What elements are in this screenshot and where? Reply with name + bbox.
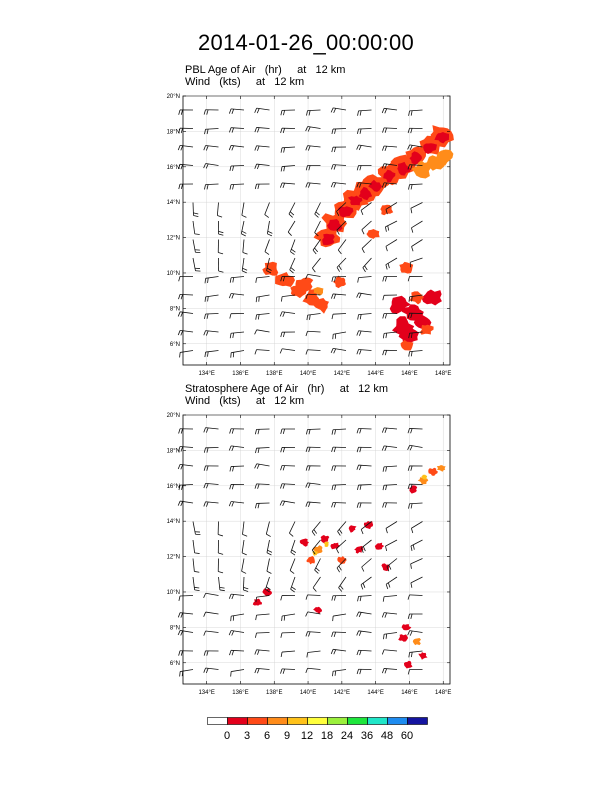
lat-tick-label: 20°N — [166, 413, 180, 419]
lat-tick-label: 16°N — [166, 164, 180, 171]
lon-tick-label: 142°E — [333, 690, 351, 696]
lat-tick-label: 8°N — [169, 306, 180, 313]
colorbar-label: 6 — [263, 730, 271, 742]
colorbar-swatch — [288, 718, 308, 725]
colorbar-label: 12 — [300, 730, 314, 742]
panel1-at: at — [297, 64, 307, 76]
panel2-wind-level: 12 km — [274, 395, 305, 407]
colorbar-swatch — [248, 718, 268, 725]
panel2-wind-at: at — [255, 395, 266, 407]
colorbar-swatch — [208, 718, 228, 725]
colorbar-swatch — [368, 718, 388, 725]
colorbar-label: 24 — [340, 730, 354, 742]
lat-tick-label: 12°N — [166, 235, 180, 242]
panel1-wind-var: Wind — [185, 76, 211, 88]
lon-tick-label: 138°E — [266, 371, 283, 377]
colorbar-label: 9 — [283, 730, 291, 742]
stratosphere-map — [167, 413, 452, 696]
main-title: 2014-01-26_00:00:00 — [197, 30, 415, 55]
panel1-level: 12 km — [315, 64, 346, 76]
colorbar-swatch — [268, 718, 288, 725]
colorbar-label: 36 — [360, 730, 374, 742]
colorbar-swatch — [328, 718, 348, 725]
lon-tick-label: 138°E — [266, 690, 283, 696]
lat-tick-label: 18°N — [166, 129, 180, 136]
panel1-wind-level: 12 km — [274, 76, 305, 88]
colorbar — [207, 717, 431, 726]
panel1-wind-units: (kts) — [219, 76, 241, 88]
lon-tick-label: 146°E — [401, 371, 418, 377]
panel1-wind-at: at — [255, 76, 266, 88]
panel2-wind-units: (kts) — [219, 395, 241, 407]
lon-tick-label: 136°E — [232, 690, 249, 696]
panel2-units: (hr) — [307, 383, 325, 395]
lon-tick-label: 144°E — [367, 371, 384, 377]
colorbar-swatch — [228, 718, 248, 725]
panel1-var: PBL Age of Air — [185, 64, 256, 76]
lat-tick-label: 6°N — [169, 660, 180, 667]
pbl-map — [167, 94, 454, 377]
lat-tick-label: 18°N — [166, 448, 180, 455]
lon-tick-label: 140°E — [299, 690, 317, 696]
panel2-level: 12 km — [358, 383, 389, 395]
colorbar-label: 0 — [223, 730, 231, 742]
panel2-wind-var: Wind — [185, 395, 211, 407]
colorbar-label: 18 — [320, 730, 334, 742]
panel1-units: (hr) — [264, 64, 282, 76]
lon-tick-label: 142°E — [333, 371, 351, 377]
colorbar-label: 48 — [380, 730, 394, 742]
lat-tick-label: 14°N — [166, 519, 180, 526]
colorbar-swatch — [348, 718, 368, 725]
lat-tick-label: 6°N — [169, 341, 180, 348]
lat-tick-label: 8°N — [169, 625, 180, 632]
colorbar-swatch — [308, 718, 328, 725]
lon-tick-label: 134°E — [198, 371, 215, 377]
lat-tick-label: 20°N — [166, 94, 180, 100]
lat-tick-label: 16°N — [166, 483, 180, 490]
lat-tick-label: 10°N — [166, 270, 180, 277]
lon-tick-label: 144°E — [367, 690, 384, 696]
lon-tick-label: 136°E — [232, 371, 249, 377]
lat-tick-label: 14°N — [166, 200, 180, 207]
lon-tick-label: 146°E — [401, 690, 418, 696]
panel2-at: at — [339, 383, 349, 395]
lon-tick-label: 148°E — [435, 690, 452, 696]
panel2-var: Stratosphere Age of Air — [185, 383, 299, 395]
lon-tick-label: 134°E — [198, 690, 215, 696]
lat-tick-label: 12°N — [166, 554, 180, 561]
colorbar-swatch — [388, 718, 408, 725]
lon-tick-label: 148°E — [435, 371, 452, 377]
colorbar-label: 3 — [243, 730, 251, 742]
lat-tick-label: 10°N — [166, 589, 180, 596]
colorbar-swatch — [408, 718, 428, 725]
lon-tick-label: 140°E — [299, 371, 317, 377]
colorbar-label: 60 — [400, 730, 414, 742]
